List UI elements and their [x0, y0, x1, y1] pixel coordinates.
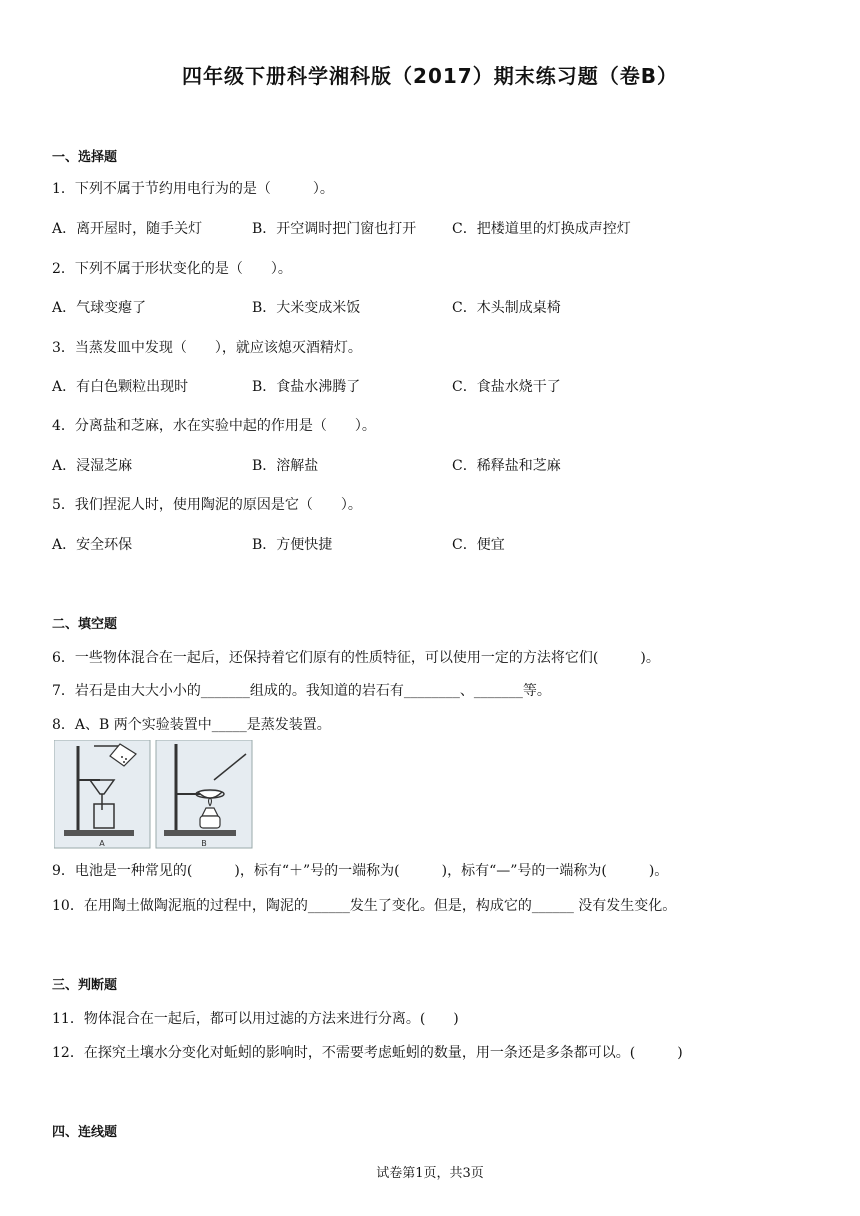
question-3-option-c: C．食盐水烧干了 [452, 379, 561, 395]
page-title: 四年级下册科学湘科版（2017）期末练习题（卷B） [182, 64, 678, 88]
question-8: 8．A、B 两个实验装置中_____是蒸发装置。 [52, 717, 331, 733]
page-footer: 试卷第1页，共3页 [376, 1166, 484, 1181]
question-3-stem: 3．当蒸发皿中发现（ ），就应该熄灭酒精灯。 [52, 340, 362, 356]
question-5-option-a: A．安全环保 [52, 537, 133, 553]
question-4-option-c: C．稀释盐和芝麻 [452, 458, 561, 474]
question-7: 7．岩石是由大大小小的_______组成的。我知道的岩石有________、_______等。 [52, 683, 551, 699]
question-11: 11．物体混合在一起后，都可以用过滤的方法来进行分离。( ) [52, 1011, 459, 1027]
experiment-figures [54, 740, 254, 850]
question-4-stem: 4．分离盐和芝麻，水在实验中起的作用是（ ）。 [52, 418, 376, 434]
question-4-option-a: A．浸湿芝麻 [52, 458, 133, 474]
question-1-option-c: C．把楼道里的灯换成声控灯 [452, 221, 631, 237]
question-5-stem: 5．我们捏泥人时，使用陶泥的原因是它（ ）。 [52, 497, 362, 513]
figure-b-alcohol-lamp [200, 816, 220, 828]
section-fill-heading: 二、填空题 [52, 617, 118, 632]
question-10: 10．在用陶土做陶泥瓶的过程中，陶泥的______发生了变化。但是，构成它的______ 没有发生变化。 [52, 898, 677, 914]
question-2-option-a: A．气球变瘪了 [52, 300, 147, 316]
question-3-option-b: B．食盐水沸腾了 [252, 379, 361, 395]
question-5-option-c: C．便宜 [452, 537, 505, 553]
question-4-option-b: B．溶解盐 [252, 458, 319, 474]
question-1-option-b: B．开空调时把门窗也打开 [252, 221, 417, 237]
question-1-option-a: A．离开屋时，随手关灯 [52, 221, 203, 237]
question-2-stem: 2．下列不属于形状变化的是（ ）。 [52, 261, 292, 277]
question-12: 12．在探究土壤水分变化对蚯蚓的影响时，不需要考虑蚯蚓的数量，用一条还是多条都可以。( ) [52, 1045, 683, 1061]
question-2-option-b: B．大米变成米饭 [252, 300, 361, 316]
figure-b-stand-base [164, 830, 236, 836]
figure-a-label: A [99, 839, 105, 848]
question-9: 9．电池是一种常见的( )，标有“＋”号的一端称为( )，标有“—”号的一端称为( )。 [52, 863, 669, 879]
question-2-option-c: C．木头制成桌椅 [452, 300, 561, 316]
question-3-option-a: A．有白色颗粒出现时 [52, 379, 189, 395]
apparatus-images [54, 740, 254, 850]
figure-a-stand-base [64, 830, 134, 836]
section-judge-heading: 三、判断题 [52, 978, 118, 993]
question-6: 6．一些物体混合在一起后，还保持着它们原有的性质特征，可以使用一定的方法将它们( )。 [52, 650, 660, 666]
section-choice-heading: 一、选择题 [52, 150, 118, 165]
section-match-heading: 四、连线题 [52, 1125, 118, 1140]
question-1-stem: 1．下列不属于节约用电行为的是（ ）。 [52, 181, 334, 197]
figure-b-label: B [201, 839, 207, 848]
question-5-option-b: B．方便快捷 [252, 537, 333, 553]
